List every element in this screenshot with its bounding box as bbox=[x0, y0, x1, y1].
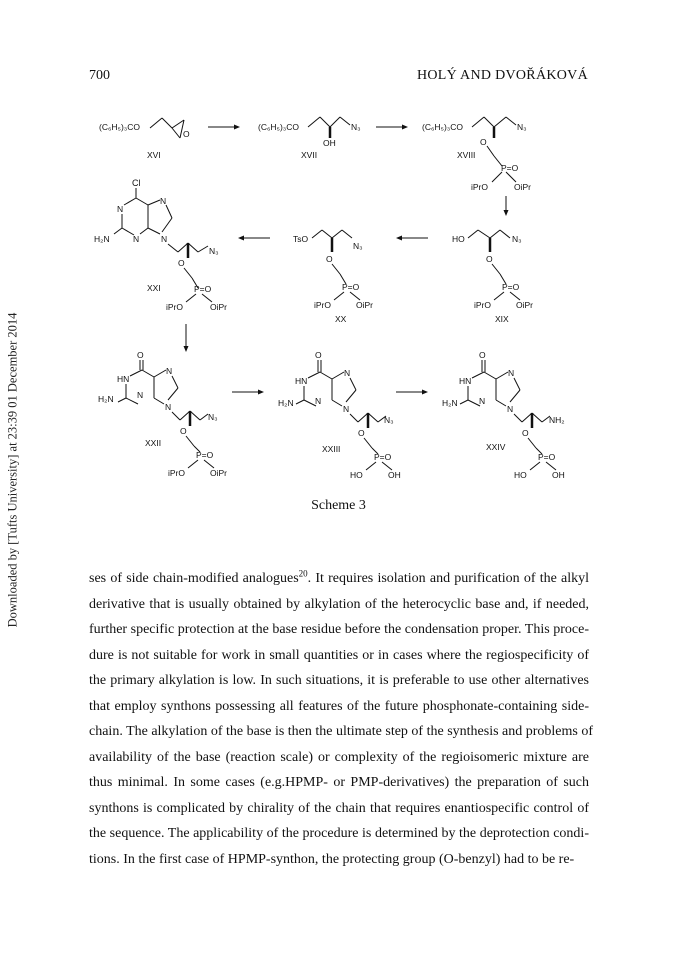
atom-n3-xxii: N₃ bbox=[208, 412, 218, 422]
arrow-xviii-xix bbox=[504, 196, 509, 216]
atom-n7-xxi: N bbox=[160, 196, 167, 206]
atom-n3-ring-xxi: N bbox=[133, 234, 140, 244]
atom-ho-xix: HO bbox=[452, 234, 465, 244]
label-xix: XIX bbox=[495, 314, 509, 324]
atom-ipro-xix: iPrO bbox=[474, 300, 491, 310]
atom-ipro-xx: iPrO bbox=[314, 300, 331, 310]
atom-h2n-xxii: H₂N bbox=[98, 394, 114, 404]
atom-o-xxiii: O bbox=[358, 428, 365, 438]
label-xvii: XVII bbox=[301, 150, 318, 160]
arrow-xxii-xxiii bbox=[232, 390, 264, 395]
atom-n9-xxiv: N bbox=[507, 404, 514, 414]
atom-hn-xxii: HN bbox=[117, 374, 130, 384]
label-xxii: XXII bbox=[145, 438, 162, 448]
atom-n3-ring-xxiii: N bbox=[315, 396, 322, 406]
atom-o-xxi: O bbox=[178, 258, 185, 268]
download-watermark-text: Downloaded by [Tufts University] at 23:39 01 December 2014 bbox=[5, 312, 20, 628]
atom-hn-xxiv: HN bbox=[459, 376, 472, 386]
atom-ipro-xxi: iPrO bbox=[166, 302, 183, 312]
arrow-xix-xx bbox=[396, 236, 428, 241]
atom-oipr-xxii: OiPr bbox=[210, 468, 227, 478]
atom-trityl-xvii: (C₆H₅)₃CO bbox=[258, 122, 300, 132]
label-xxi: XXI bbox=[147, 283, 161, 293]
atom-h2n-xxiv: H₂N bbox=[442, 398, 458, 408]
atom-po-xx: P=O bbox=[342, 282, 360, 292]
atom-oh-xvii: OH bbox=[323, 138, 336, 148]
compound-xxi bbox=[94, 178, 227, 312]
atom-n3-xxi: N₃ bbox=[209, 246, 219, 256]
atom-o-xxii: O bbox=[180, 426, 187, 436]
atom-epoxide-o: O bbox=[183, 129, 190, 139]
body-line-1b: . It requires isolation and purification of the alkyl bbox=[307, 571, 589, 586]
citation-superscript: 20 bbox=[298, 568, 308, 579]
compound-xix bbox=[452, 230, 533, 324]
atom-n3-ring-xxiv: N bbox=[479, 396, 486, 406]
atom-h2n-xxi: H₂N bbox=[94, 234, 110, 244]
atom-oipr-xix: OiPr bbox=[516, 300, 533, 310]
atom-oipr-xx: OiPr bbox=[356, 300, 373, 310]
body-line-1a: ses of side chain-modified analogues bbox=[89, 571, 299, 586]
atom-n7-xxiv: N bbox=[508, 368, 515, 378]
atom-tso-xx: TsO bbox=[293, 234, 309, 244]
atom-n9-xxii: N bbox=[165, 402, 172, 412]
atom-n3-xvii: N₃ bbox=[351, 122, 361, 132]
atom-n1-xxi: N bbox=[117, 204, 124, 214]
label-xxiii: XXIII bbox=[322, 444, 341, 454]
arrow-xvi-xvii bbox=[208, 125, 240, 130]
running-title: HOLÝ AND DVOŘÁKOVÁ bbox=[416, 68, 588, 83]
body-line-10: synthons is complicated by chirality of the chain that requires enantiospecific control of bbox=[89, 800, 589, 816]
atom-n7-xxiii: N bbox=[344, 368, 351, 378]
atom-oipr-xxi: OiPr bbox=[210, 302, 227, 312]
compound-xx bbox=[293, 230, 373, 324]
body-line-6: that employ synthons possessing all features of the future phosphonate-containing side- bbox=[89, 698, 589, 714]
atom-ho-xxiii: HO bbox=[350, 470, 363, 480]
scheme-caption: Scheme 3 bbox=[311, 498, 366, 513]
atom-n7-xxii: N bbox=[166, 366, 173, 376]
label-xviii: XVIII bbox=[457, 150, 476, 160]
label-xvi: XVI bbox=[147, 150, 161, 160]
atom-nh2-xxiv: NH₂ bbox=[549, 415, 565, 425]
atom-o-xix: O bbox=[486, 254, 493, 264]
arrow-xxiii-xxiv bbox=[396, 390, 428, 395]
atom-o-xviii: O bbox=[480, 137, 487, 147]
arrow-xxi-xxii bbox=[184, 324, 189, 352]
atom-n3-xx: N₃ bbox=[353, 241, 363, 251]
atom-o6-xxiv: O bbox=[479, 350, 486, 360]
atom-o6-xxii: O bbox=[137, 350, 144, 360]
atom-trityl-xviii: (C₆H₅)₃CO bbox=[422, 122, 464, 132]
atom-po-xxiv: P=O bbox=[538, 452, 556, 462]
atom-o6-xxiii: O bbox=[315, 350, 322, 360]
compound-xxiii bbox=[278, 350, 401, 480]
body-line-4: dure is not suitable for work in small quantities or in cases where the regiospecificity of bbox=[89, 647, 589, 663]
label-xxiv: XXIV bbox=[486, 442, 506, 452]
body-line-7: chain. The alkylation of the base is then the ultimate step of the synthesis and problems of bbox=[89, 724, 594, 739]
body-line-1 bbox=[89, 566, 589, 592]
body-line-8: availability of the base (reaction scale) or complexity of the regioisomeric mixture are bbox=[89, 749, 589, 765]
atom-n9-xxiii: N bbox=[343, 404, 350, 414]
atom-ipro-xviii: iPrO bbox=[471, 182, 488, 192]
compound-xviii bbox=[422, 117, 531, 192]
body-line-9: thus minimal. In some cases (e.g.HPMP- or PMP-derivatives) the preparation of such bbox=[89, 775, 589, 790]
compound-xvi bbox=[99, 118, 190, 160]
atom-n3-xxiii: N₃ bbox=[384, 415, 394, 425]
atom-oh-xxiii: OH bbox=[388, 470, 401, 480]
atom-o-xxiv: O bbox=[522, 428, 529, 438]
atom-po-xxiii: P=O bbox=[374, 452, 392, 462]
atom-h2n-xxiii: H₂N bbox=[278, 398, 294, 408]
atom-po-xxi: P=O bbox=[194, 284, 212, 294]
body-line-3: further specific protection at the base residue before the condensation proper. This proce- bbox=[89, 622, 589, 637]
label-xx: XX bbox=[335, 314, 347, 324]
body-line-5: the primary alkylation is low. In such situations, it is preferable to use other alternatives bbox=[89, 673, 589, 688]
atom-n3-ring-xxii: N bbox=[137, 390, 144, 400]
body-line-12: tions. In the first case of HPMP-synthon, the protecting group (O-benzyl) had to be re- bbox=[89, 851, 575, 867]
atom-oh-xxiv: OH bbox=[552, 470, 565, 480]
atom-trityl-xvi: (C₆H₅)₃CO bbox=[99, 122, 141, 132]
arrow-xx-xxi bbox=[238, 236, 270, 241]
body-line-11: the sequence. The applicability of the procedure is determined by the deprotection condi- bbox=[89, 826, 589, 841]
page-number: 700 bbox=[89, 68, 110, 83]
atom-po-xxii: P=O bbox=[196, 450, 214, 460]
atom-hn-xxiii: HN bbox=[295, 376, 308, 386]
compound-xxii bbox=[98, 350, 227, 478]
body-line-2: derivative that is usually obtained by alkylation of the heterocyclic base and, if needed, bbox=[89, 596, 589, 612]
atom-oipr-xviii: OiPr bbox=[514, 182, 531, 192]
atom-ho-xxiv: HO bbox=[514, 470, 527, 480]
atom-po-xviii: P=O bbox=[501, 163, 519, 173]
atom-cl-xxi: Cl bbox=[132, 178, 141, 188]
compound-xvii bbox=[258, 117, 361, 160]
atom-n3-xviii: N₃ bbox=[517, 122, 527, 132]
atom-n3-xix: N₃ bbox=[512, 234, 522, 244]
atom-n9-xxi: N bbox=[161, 234, 168, 244]
atom-po-xix: P=O bbox=[502, 282, 520, 292]
atom-ipro-xxii: iPrO bbox=[168, 468, 185, 478]
atom-o-xx: O bbox=[326, 254, 333, 264]
arrow-xvii-xviii bbox=[376, 125, 408, 130]
compound-xxiv bbox=[442, 350, 565, 480]
body-paragraph bbox=[89, 566, 594, 872]
